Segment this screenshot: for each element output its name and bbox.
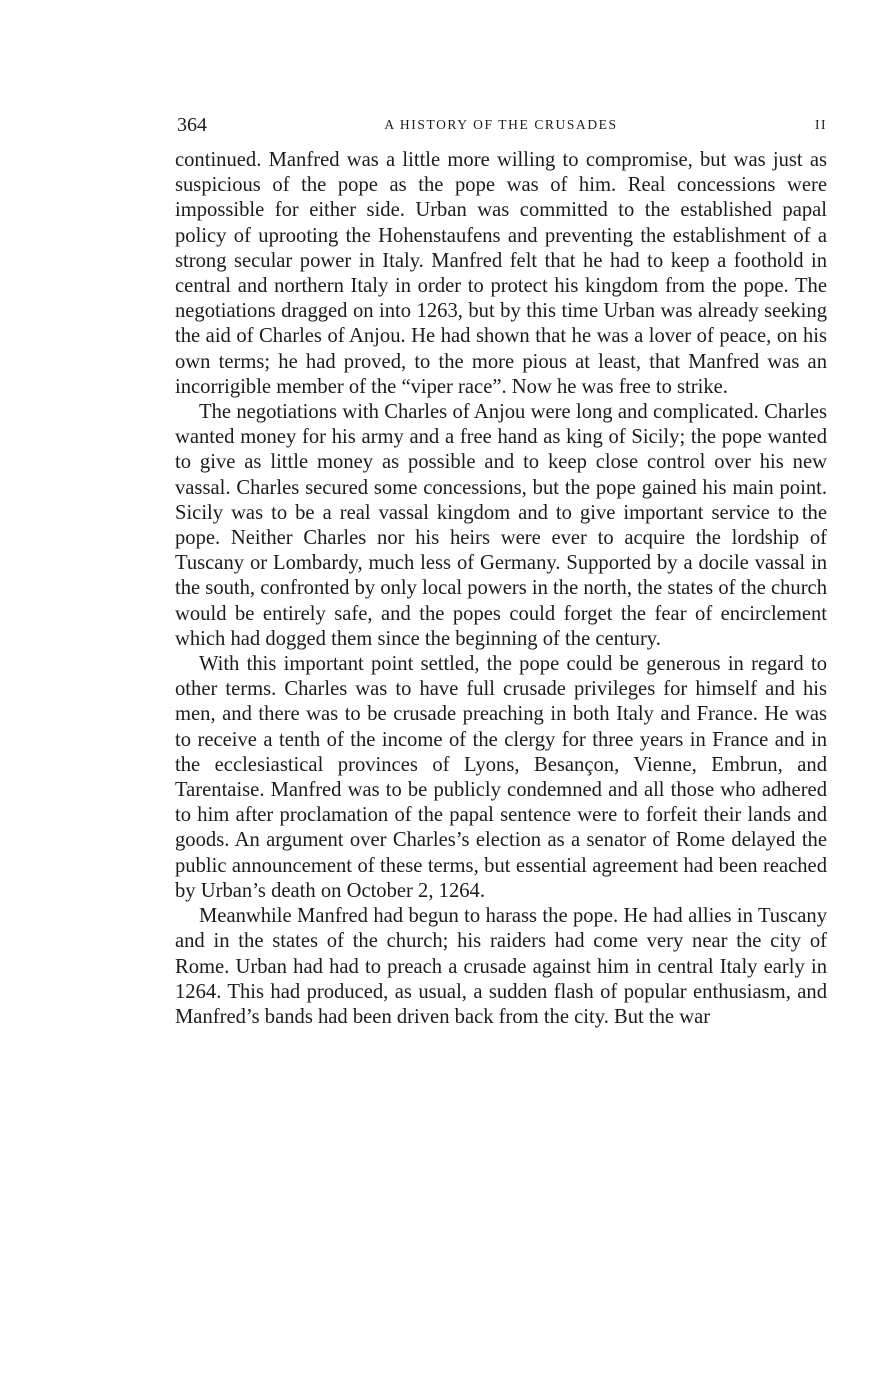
page-number: 364 [177,114,207,136]
body-text [175,148,827,1030]
book-page [175,108,827,1030]
paragraph: Meanwhile Manfred had begun to harass the pope. He had allies in Tuscany and in the states of the church; his raiders had come very near the city of Rome. Urban had had to preach a crusade against him in central Italy early in 1264. This had produced, as usual, a sudden flash of popular enthusiasm, and Manfred’s bands had been driven back from the city. But the war [175,905,827,1028]
volume-number: II [815,117,827,132]
paragraph: The negotiations with Charles of Anjou were long and complicated. Charles wanted money for his army and a free hand as king of Sicily; the pope wanted to give as little money as possible and to keep close control over his new vassal. Charles secured some concessions, but the pope gained his main point. Sicily was to be a real vassal kingdom and to give important service to the pope. Neither Charles nor his heirs were ever to acquire the lordship of Tuscany or Lombardy, much less of Germany. Supported by a docile vassal in the south, confronted by only local powers in the north, the states of the church would be entirely safe, and the popes could forget the fear of encirclement which had dogged them since the beginning of the century. [175,401,827,650]
paragraph: continued. Manfred was a little more willing to compromise, but was just as suspicious of the pope as the pope was of him. Real concessions were impossible for either side. Urban was committed to the established papal policy of uprooting the Hohenstaufens and preventing the establishment of a strong secular power in Italy. Manfred felt that he had to keep a foothold in central and northern Italy in order to protect his kingdom from the pope. The negotiations dragged on into 1263, but by this time Urban was already seeking the aid of Charles of Anjou. He had shown that he was a lover of peace, on his own terms; he had proved, to the more pious at least, that Manfred was an incorrigible member of the “viper race”. Now he was free to strike. [175,149,827,398]
running-head [175,108,827,148]
paragraph: With this important point settled, the pope could be generous in regard to other terms. Charles was to have full crusade privileges for himself and his men, and there was to be crusade preaching in both Italy and France. He was to receive a tenth of the income of the clergy for three years in France and in the ecclesiastical provinces of Lyons, Besançon, Vienne, Embrun, and Tarentaise. Manfred was to be publicly condemned and all those who adhered to him after proclamation of the papal sentence were to forfeit their lands and goods. An argument over Charles’s election as a senator of Rome delayed the public announcement of these terms, but essential agreement had been reached by Urban’s death on October 2, 1264. [175,653,827,902]
book-title: A HISTORY OF THE CRUSADES [384,117,618,132]
